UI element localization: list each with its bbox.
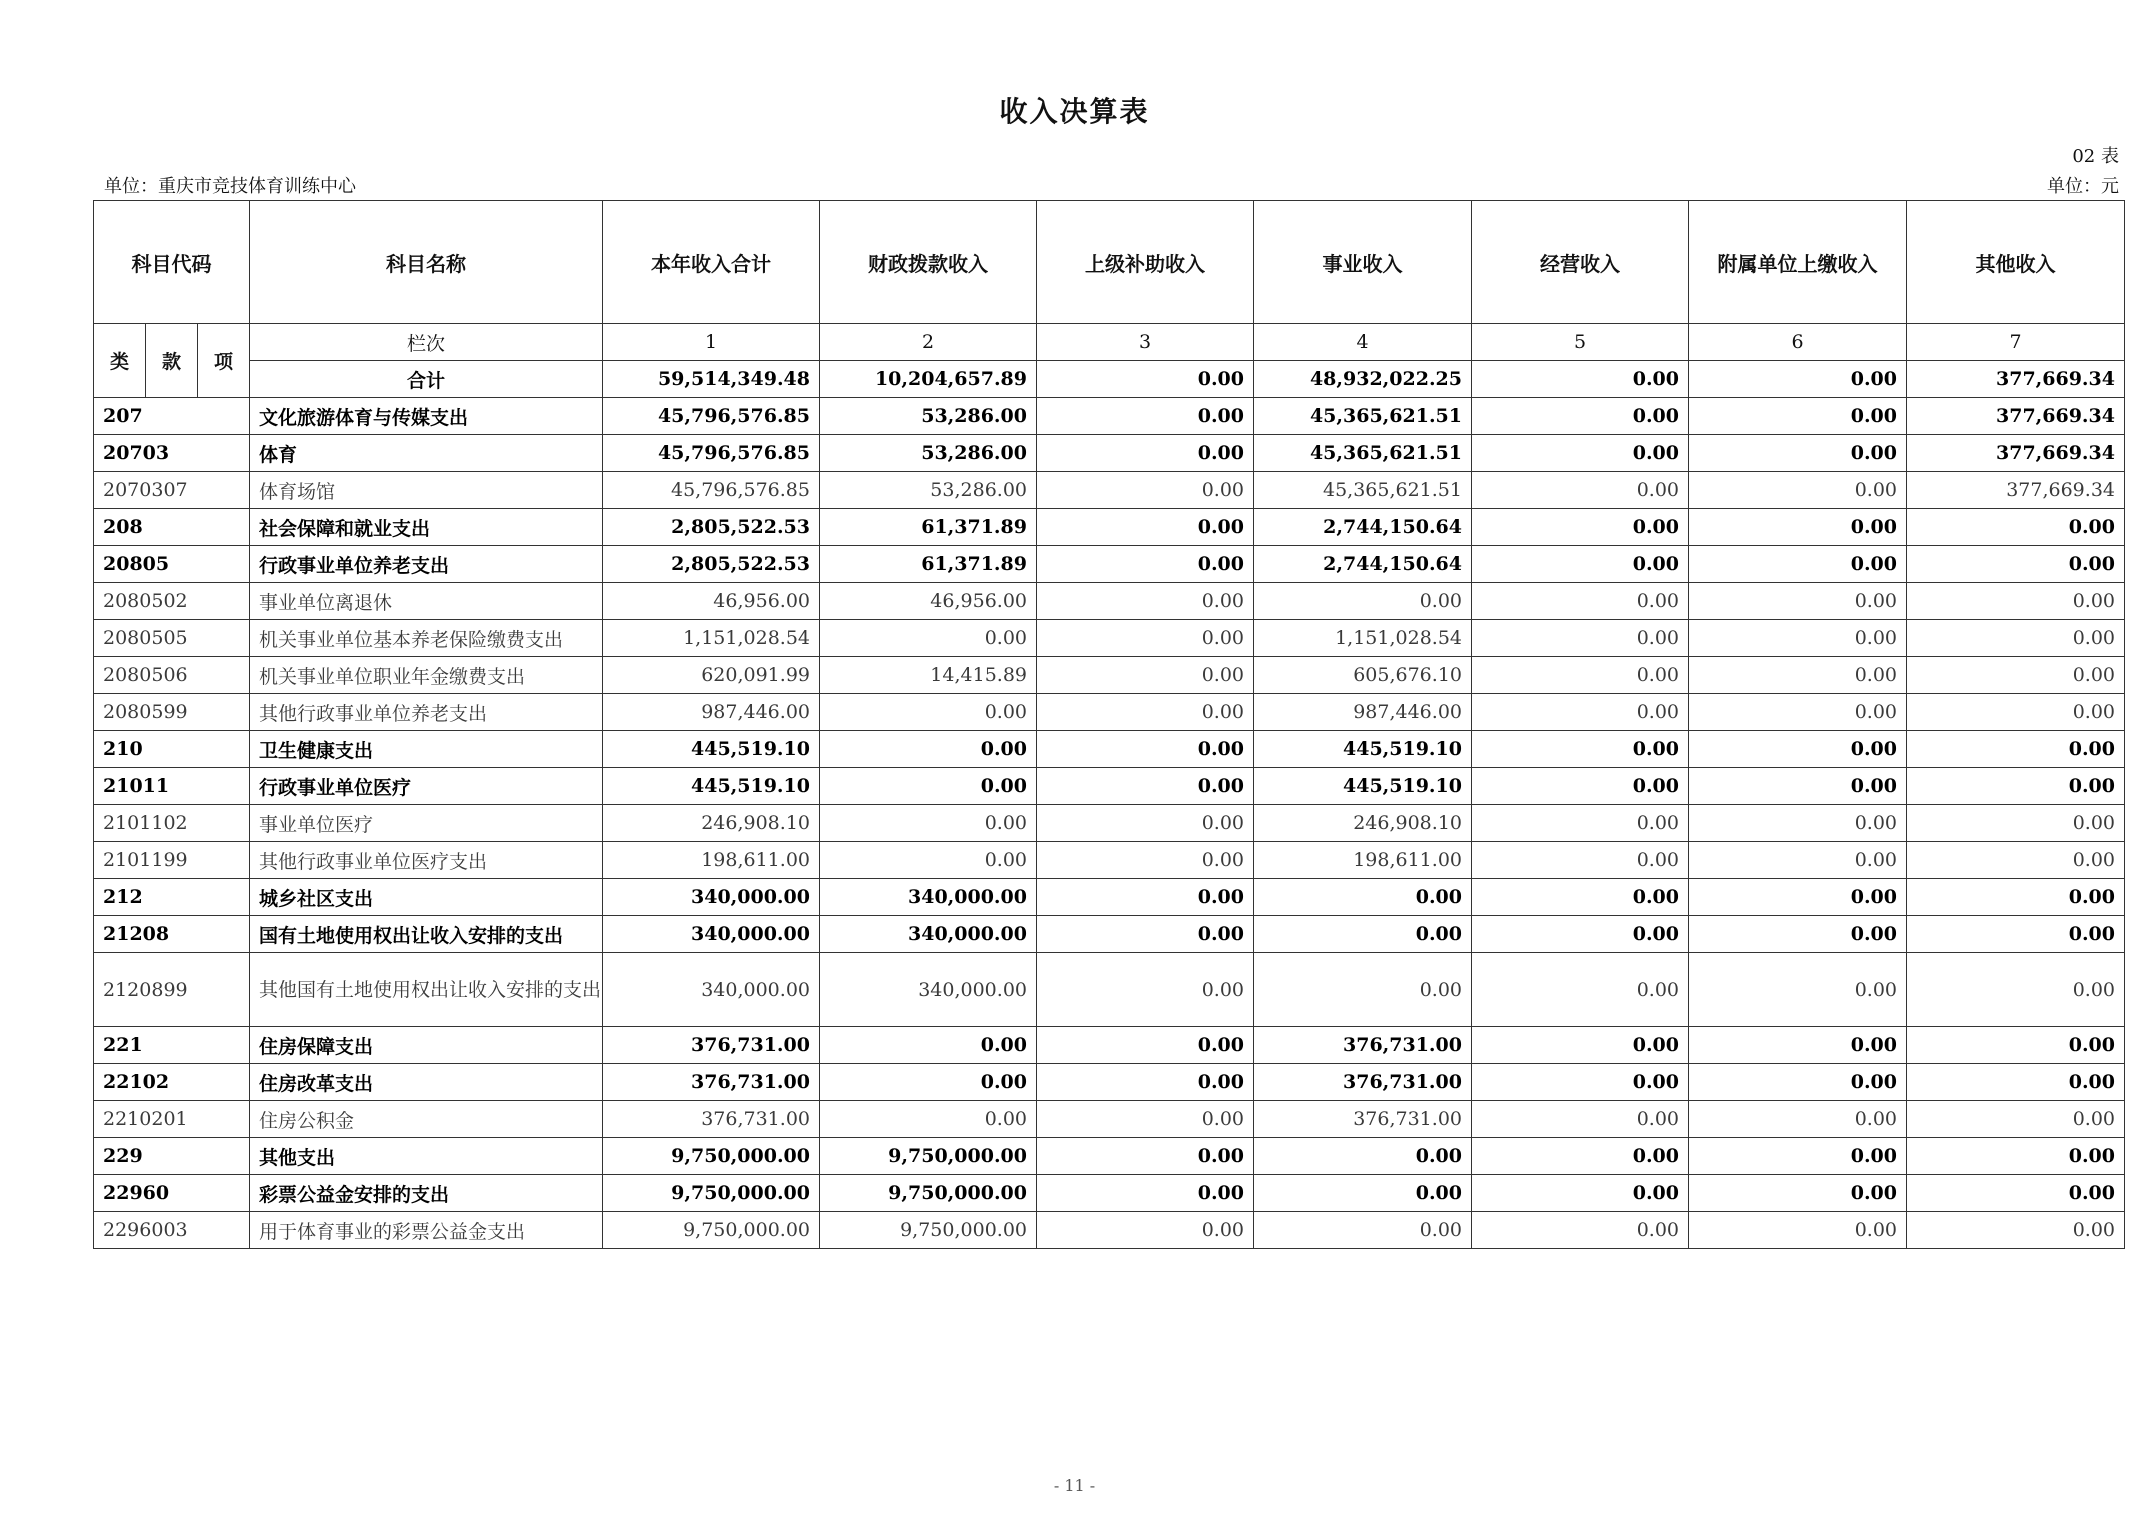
amount-cell: 0.00	[1037, 620, 1254, 657]
amount-cell: 46,956.00	[820, 583, 1037, 620]
amount-cell: 0.00	[1907, 1175, 2125, 1212]
amount-cell: 14,415.89	[820, 657, 1037, 694]
amount-cell: 445,519.10	[1254, 731, 1472, 768]
table-row	[94, 916, 2125, 953]
column-index: 5	[1472, 324, 1689, 361]
table-row	[94, 509, 2125, 546]
total-value: 0.00	[1472, 361, 1689, 398]
total-value: 377,669.34	[1907, 361, 2125, 398]
amount-cell: 0.00	[1472, 842, 1689, 879]
amount-cell: 0.00	[1689, 694, 1907, 731]
amount-cell: 246,908.10	[1254, 805, 1472, 842]
amount-cell: 45,365,621.51	[1254, 435, 1472, 472]
amount-cell: 0.00	[1254, 879, 1472, 916]
amount-cell: 0.00	[1037, 583, 1254, 620]
column-index-label: 栏次	[250, 324, 603, 361]
amount-cell: 0.00	[820, 768, 1037, 805]
amount-cell: 53,286.00	[820, 472, 1037, 509]
column-index: 7	[1907, 324, 2125, 361]
amount-cell: 0.00	[1689, 1212, 1907, 1249]
amount-cell: 0.00	[1037, 509, 1254, 546]
table-row	[94, 731, 2125, 768]
amount-cell: 987,446.00	[1254, 694, 1472, 731]
subject-code: 210	[94, 731, 250, 768]
amount-cell: 246,908.10	[603, 805, 820, 842]
amount-cell: 0.00	[1254, 1212, 1472, 1249]
amount-cell: 0.00	[1472, 916, 1689, 953]
subject-code: 207	[94, 398, 250, 435]
amount-cell: 0.00	[1907, 1138, 2125, 1175]
table-body	[94, 398, 2125, 1249]
subject-name: 住房改革支出	[250, 1064, 603, 1101]
table-row	[94, 583, 2125, 620]
amount-cell: 0.00	[1689, 546, 1907, 583]
total-value: 59,514,349.48	[603, 361, 820, 398]
subject-code: 20805	[94, 546, 250, 583]
amount-cell: 0.00	[1689, 953, 1907, 1027]
subject-code: 2101199	[94, 842, 250, 879]
amount-cell: 0.00	[1472, 398, 1689, 435]
amount-cell: 0.00	[1472, 953, 1689, 1027]
amount-cell: 340,000.00	[603, 879, 820, 916]
table-row	[94, 398, 2125, 435]
amount-cell: 0.00	[1907, 879, 2125, 916]
total-value: 10,204,657.89	[820, 361, 1037, 398]
amount-cell: 53,286.00	[820, 398, 1037, 435]
subject-name: 其他支出	[250, 1138, 603, 1175]
amount-cell: 445,519.10	[1254, 768, 1472, 805]
amount-cell: 9,750,000.00	[603, 1138, 820, 1175]
amount-cell: 0.00	[820, 731, 1037, 768]
amount-cell: 0.00	[1472, 546, 1689, 583]
amount-cell: 0.00	[1472, 694, 1689, 731]
header-total-income: 本年收入合计	[603, 201, 820, 324]
column-index: 2	[820, 324, 1037, 361]
amount-cell: 0.00	[1472, 805, 1689, 842]
amount-cell: 0.00	[820, 1064, 1037, 1101]
amount-cell: 9,750,000.00	[603, 1212, 820, 1249]
subject-code: 21011	[94, 768, 250, 805]
amount-cell: 340,000.00	[820, 953, 1037, 1027]
amount-cell: 0.00	[1472, 1064, 1689, 1101]
header-other-income: 其他收入	[1907, 201, 2125, 324]
amount-cell: 0.00	[1037, 694, 1254, 731]
total-row	[94, 361, 2125, 398]
amount-cell: 61,371.89	[820, 509, 1037, 546]
table-row	[94, 953, 2125, 1027]
subject-code: 22960	[94, 1175, 250, 1212]
amount-cell: 376,731.00	[603, 1027, 820, 1064]
table-row	[94, 1212, 2125, 1249]
amount-cell: 0.00	[1037, 472, 1254, 509]
header-code: 科目代码	[94, 201, 250, 324]
column-index: 4	[1254, 324, 1472, 361]
table-row	[94, 620, 2125, 657]
amount-cell: 0.00	[820, 694, 1037, 731]
amount-cell: 0.00	[1037, 953, 1254, 1027]
subject-name: 社会保障和就业支出	[250, 509, 603, 546]
table-row	[94, 472, 2125, 509]
subject-name: 国有土地使用权出让收入安排的支出	[250, 916, 603, 953]
subject-name: 卫生健康支出	[250, 731, 603, 768]
amount-cell: 376,731.00	[603, 1101, 820, 1138]
table-row	[94, 1138, 2125, 1175]
subject-name: 机关事业单位基本养老保险缴费支出	[250, 620, 603, 657]
amount-cell: 0.00	[820, 620, 1037, 657]
amount-cell: 198,611.00	[603, 842, 820, 879]
amount-cell: 0.00	[1689, 842, 1907, 879]
amount-cell: 0.00	[1907, 1101, 2125, 1138]
amount-cell: 0.00	[1037, 1138, 1254, 1175]
amount-cell: 0.00	[820, 805, 1037, 842]
amount-cell: 0.00	[1037, 842, 1254, 879]
amount-cell: 0.00	[1472, 1175, 1689, 1212]
subject-code: 2080505	[94, 620, 250, 657]
header-operating-income: 经营收入	[1472, 201, 1689, 324]
header-fiscal-appropriation: 财政拨款收入	[820, 201, 1037, 324]
amount-cell: 445,519.10	[603, 768, 820, 805]
subject-name: 住房公积金	[250, 1101, 603, 1138]
amount-cell: 0.00	[1907, 1027, 2125, 1064]
amount-cell: 0.00	[820, 1101, 1037, 1138]
subject-code: 208	[94, 509, 250, 546]
page-title: 收入决算表	[999, 95, 1150, 128]
amount-cell: 0.00	[1037, 546, 1254, 583]
amount-cell: 1,151,028.54	[603, 620, 820, 657]
amount-cell: 0.00	[1689, 768, 1907, 805]
amount-cell: 340,000.00	[820, 879, 1037, 916]
amount-cell: 0.00	[1907, 1212, 2125, 1249]
amount-cell: 376,731.00	[1254, 1064, 1472, 1101]
amount-cell: 61,371.89	[820, 546, 1037, 583]
table-row	[94, 657, 2125, 694]
subject-code: 229	[94, 1138, 250, 1175]
subject-code: 2070307	[94, 472, 250, 509]
subject-name: 体育场馆	[250, 472, 603, 509]
column-index: 6	[1689, 324, 1907, 361]
table-row	[94, 1175, 2125, 1212]
subject-code: 2120899	[94, 953, 250, 1027]
amount-cell: 376,731.00	[603, 1064, 820, 1101]
amount-cell: 0.00	[1472, 620, 1689, 657]
amount-cell: 0.00	[1907, 583, 2125, 620]
subject-code: 22102	[94, 1064, 250, 1101]
subject-code: 20703	[94, 435, 250, 472]
amount-cell: 0.00	[1907, 768, 2125, 805]
subject-name: 机关事业单位职业年金缴费支出	[250, 657, 603, 694]
amount-cell: 0.00	[1037, 1101, 1254, 1138]
form-number: 02 表	[2072, 146, 2119, 167]
amount-cell: 0.00	[1037, 768, 1254, 805]
subject-name: 其他行政事业单位医疗支出	[250, 842, 603, 879]
amount-cell: 0.00	[1472, 1027, 1689, 1064]
amount-cell: 9,750,000.00	[820, 1138, 1037, 1175]
amount-cell: 53,286.00	[820, 435, 1037, 472]
amount-cell: 0.00	[1472, 879, 1689, 916]
amount-cell: 45,796,576.85	[603, 435, 820, 472]
subject-name: 文化旅游体育与传媒支出	[250, 398, 603, 435]
subject-code: 2080599	[94, 694, 250, 731]
subject-code: 2210201	[94, 1101, 250, 1138]
amount-cell: 0.00	[1689, 620, 1907, 657]
amount-cell: 0.00	[1907, 842, 2125, 879]
amount-cell: 376,731.00	[1254, 1027, 1472, 1064]
amount-cell: 0.00	[1907, 546, 2125, 583]
amount-cell: 0.00	[1472, 435, 1689, 472]
total-value: 48,932,022.25	[1254, 361, 1472, 398]
amount-cell: 9,750,000.00	[820, 1175, 1037, 1212]
table-row	[94, 1027, 2125, 1064]
amount-cell: 0.00	[1689, 472, 1907, 509]
amount-cell: 0.00	[1907, 805, 2125, 842]
subject-name: 事业单位离退休	[250, 583, 603, 620]
amount-cell: 0.00	[1472, 657, 1689, 694]
amount-cell: 198,611.00	[1254, 842, 1472, 879]
unit-currency: 单位：元	[2047, 176, 2119, 197]
page-number: - 11 -	[1053, 1476, 1096, 1495]
amount-cell: 0.00	[1037, 731, 1254, 768]
header-xiang: 项	[198, 324, 250, 398]
amount-cell: 0.00	[1907, 1064, 2125, 1101]
subject-name: 彩票公益金安排的支出	[250, 1175, 603, 1212]
amount-cell: 0.00	[1907, 731, 2125, 768]
subject-code: 212	[94, 879, 250, 916]
amount-cell: 0.00	[1037, 1027, 1254, 1064]
amount-cell: 45,796,576.85	[603, 398, 820, 435]
subject-name: 行政事业单位养老支出	[250, 546, 603, 583]
amount-cell: 0.00	[1472, 472, 1689, 509]
amount-cell: 0.00	[1689, 435, 1907, 472]
amount-cell: 0.00	[1254, 1175, 1472, 1212]
amount-cell: 0.00	[1472, 768, 1689, 805]
table-row	[94, 842, 2125, 879]
amount-cell: 9,750,000.00	[820, 1212, 1037, 1249]
header-superior-subsidy: 上级补助收入	[1037, 201, 1254, 324]
amount-cell: 45,365,621.51	[1254, 472, 1472, 509]
subject-code: 221	[94, 1027, 250, 1064]
header-business-income: 事业收入	[1254, 201, 1472, 324]
amount-cell: 0.00	[1037, 435, 1254, 472]
amount-cell: 0.00	[1037, 805, 1254, 842]
amount-cell: 0.00	[1254, 1138, 1472, 1175]
amount-cell: 0.00	[1689, 916, 1907, 953]
subject-name: 住房保障支出	[250, 1027, 603, 1064]
total-value: 0.00	[1689, 361, 1907, 398]
amount-cell: 0.00	[1907, 657, 2125, 694]
amount-cell: 340,000.00	[603, 916, 820, 953]
amount-cell: 2,805,522.53	[603, 546, 820, 583]
table-row	[94, 546, 2125, 583]
amount-cell: 0.00	[1472, 509, 1689, 546]
amount-cell: 0.00	[820, 842, 1037, 879]
subject-code: 2080502	[94, 583, 250, 620]
amount-cell: 0.00	[1689, 398, 1907, 435]
amount-cell: 376,731.00	[1254, 1101, 1472, 1138]
amount-cell: 0.00	[1472, 1101, 1689, 1138]
amount-cell: 0.00	[1472, 583, 1689, 620]
income-table	[93, 200, 2125, 1249]
amount-cell: 0.00	[1254, 953, 1472, 1027]
amount-cell: 377,669.34	[1907, 472, 2125, 509]
amount-cell: 0.00	[1037, 879, 1254, 916]
header-kuan: 款	[146, 324, 198, 398]
amount-cell: 605,676.10	[1254, 657, 1472, 694]
amount-cell: 0.00	[1472, 1138, 1689, 1175]
column-index: 3	[1037, 324, 1254, 361]
amount-cell: 0.00	[820, 1027, 1037, 1064]
amount-cell: 340,000.00	[820, 916, 1037, 953]
amount-cell: 0.00	[1689, 1064, 1907, 1101]
amount-cell: 2,744,150.64	[1254, 509, 1472, 546]
total-value: 0.00	[1037, 361, 1254, 398]
amount-cell: 0.00	[1037, 1212, 1254, 1249]
amount-cell: 0.00	[1907, 620, 2125, 657]
amount-cell: 340,000.00	[603, 953, 820, 1027]
subject-name: 行政事业单位医疗	[250, 768, 603, 805]
amount-cell: 1,151,028.54	[1254, 620, 1472, 657]
amount-cell: 377,669.34	[1907, 398, 2125, 435]
amount-cell: 0.00	[1689, 805, 1907, 842]
amount-cell: 9,750,000.00	[603, 1175, 820, 1212]
amount-cell: 0.00	[1254, 583, 1472, 620]
subject-code: 21208	[94, 916, 250, 953]
amount-cell: 0.00	[1907, 509, 2125, 546]
table-row	[94, 768, 2125, 805]
amount-cell: 987,446.00	[603, 694, 820, 731]
table-row	[94, 805, 2125, 842]
subject-code: 2101102	[94, 805, 250, 842]
amount-cell: 46,956.00	[603, 583, 820, 620]
subject-name: 城乡社区支出	[250, 879, 603, 916]
amount-cell: 45,796,576.85	[603, 472, 820, 509]
amount-cell: 0.00	[1037, 1064, 1254, 1101]
amount-cell: 0.00	[1037, 1175, 1254, 1212]
amount-cell: 445,519.10	[603, 731, 820, 768]
subject-name: 用于体育事业的彩票公益金支出	[250, 1212, 603, 1249]
subject-name: 其他国有土地使用权出让收入安排的支出	[250, 953, 603, 1027]
subject-name: 体育	[250, 435, 603, 472]
amount-cell: 0.00	[1907, 916, 2125, 953]
subject-name: 其他行政事业单位养老支出	[250, 694, 603, 731]
amount-cell: 0.00	[1689, 731, 1907, 768]
amount-cell: 0.00	[1689, 509, 1907, 546]
subject-code: 2296003	[94, 1212, 250, 1249]
unit-organization: 单位：重庆市竞技体育训练中心	[104, 176, 356, 197]
table-row	[94, 879, 2125, 916]
amount-cell: 0.00	[1254, 916, 1472, 953]
amount-cell: 620,091.99	[603, 657, 820, 694]
amount-cell: 0.00	[1037, 657, 1254, 694]
amount-cell: 0.00	[1037, 398, 1254, 435]
table-row	[94, 1101, 2125, 1138]
amount-cell: 377,669.34	[1907, 435, 2125, 472]
amount-cell: 0.00	[1689, 1101, 1907, 1138]
header-name: 科目名称	[250, 201, 603, 324]
amount-cell: 0.00	[1472, 731, 1689, 768]
column-index: 1	[603, 324, 820, 361]
amount-cell: 0.00	[1907, 953, 2125, 1027]
table-row	[94, 694, 2125, 731]
amount-cell: 2,805,522.53	[603, 509, 820, 546]
table-row	[94, 435, 2125, 472]
header-lei: 类	[94, 324, 146, 398]
amount-cell: 45,365,621.51	[1254, 398, 1472, 435]
amount-cell: 0.00	[1472, 1212, 1689, 1249]
amount-cell: 0.00	[1689, 879, 1907, 916]
subject-name: 事业单位医疗	[250, 805, 603, 842]
amount-cell: 0.00	[1689, 583, 1907, 620]
subject-code: 2080506	[94, 657, 250, 694]
amount-cell: 0.00	[1689, 1138, 1907, 1175]
header-affiliated-remittance: 附属单位上缴收入	[1689, 201, 1907, 324]
amount-cell: 0.00	[1907, 694, 2125, 731]
amount-cell: 0.00	[1689, 1027, 1907, 1064]
total-label: 合计	[250, 361, 603, 398]
amount-cell: 0.00	[1037, 916, 1254, 953]
amount-cell: 0.00	[1689, 657, 1907, 694]
table-row	[94, 1064, 2125, 1101]
amount-cell: 0.00	[1689, 1175, 1907, 1212]
amount-cell: 2,744,150.64	[1254, 546, 1472, 583]
